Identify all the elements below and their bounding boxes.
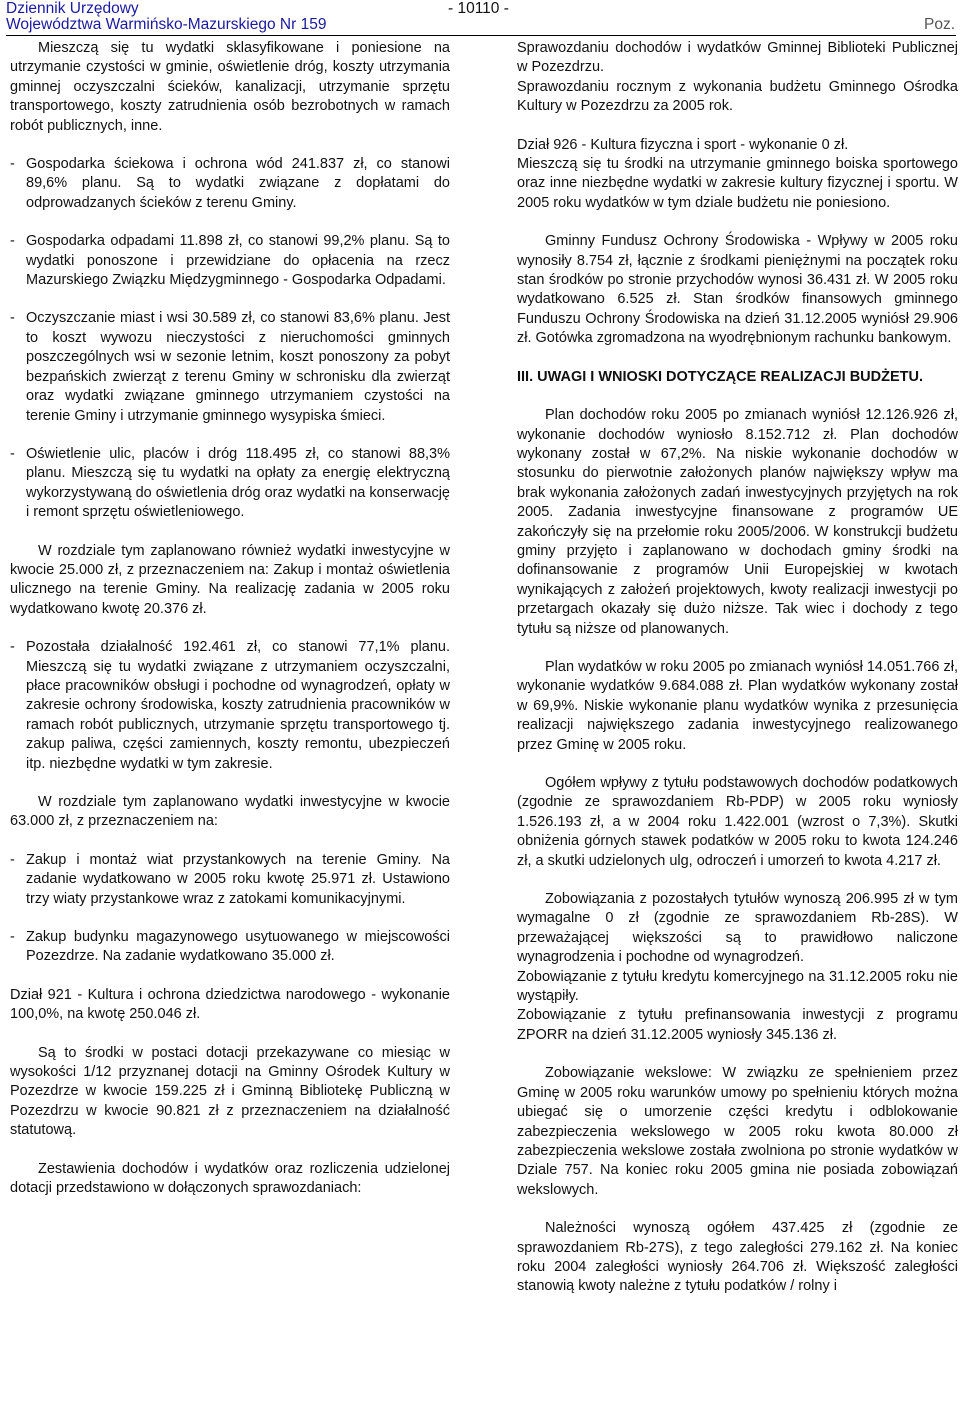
paragraph: Zestawienia dochodów i wydatków oraz rozliczenia udzielonej dotacji przedstawiono w dołączonych sprawozdaniach: bbox=[10, 1160, 450, 1197]
dash-text: Oczyszczanie miast i wsi 30.589 zł, co stanowi 83,6% planu. Jest to koszt wywozu nieczystości z nieruchomości gminnych poszczególnych wsi w sezonie letnim, koszt ponoszony za pobyt bezpańskich zwierząt z terenu Gminy w schronisku dla zwierząt oraz wydatki związane gminnego utrzymaniem czystości na terenie Gminy i utrzymanie gminnego wysypiska śmieci. bbox=[26, 310, 450, 424]
paragraph: Plan dochodów roku 2005 po zmianach wyniósł 12.126.926 zł, wykonanie dochodów wyniosło 8.152.712 zł. Plan dochodów wykonany został w 67,2%. Na niskie wykonanie dochodów w stosunku do pierwotnie założonych planów największy wpływ ma brak wykonania założonych zadań inwestycyjnych przyjętych na rok 2005. Zadania inwestycyjne finansowane z programów UE zakończyły się na przełomie roku 2005/2006. W konstrukcji budżetu gminy przyjęto i zaplanowano w dochodach gminy środki na dofinansowanie z programów Unii Europejskiej w kwotach wynikających z założeń projektowych, kwoty realizacji inwestycji po przetargach okazały się dużo niższe. Tak wiec i dochody z tego tytułu są niższe od planowanych. bbox=[517, 407, 958, 637]
dash-mark: - bbox=[10, 233, 15, 250]
paragraph: Plan wydatków w roku 2005 po zmianach wyniósł 14.051.766 zł, wykonanie wydatków 9.684.088 zł. Plan wydatków wykonany został w 69,9%. Niskie wykonanie planu wydatków wynika z przesunięcia realizacji największego zadania inwestycyjnego realizowanego przez Gminę w 2005 roku. bbox=[517, 658, 958, 753]
page-number: - 10110 - bbox=[448, 0, 509, 17]
paragraph: Mieszczą się tu środki na utrzymanie gminnego boiska sportowego oraz inne niezbędne wydatki w zakresie kultury fizycznej i sportu. W 2005 roku wydatków w tym dziale budżetu nie poniesiono. bbox=[517, 156, 958, 211]
dash-mark: - bbox=[10, 851, 15, 868]
section-heading: III. UWAGI I WNIOSKI DOTYCZĄCE REALIZACJI BUDŻETU. bbox=[517, 368, 923, 385]
paragraph: W rozdziale tym zaplanowano wydatki inwestycyjne w kwocie 63.000 zł, z przeznaczeniem na: bbox=[10, 794, 450, 830]
dash-text: Zakup budynku magazynowego usytuowanego w miejscowości Pozezdrze. Na zadanie wydatkowano 35.000 zł. bbox=[26, 929, 450, 965]
journal-title: Dziennik Urzędowy bbox=[6, 0, 139, 17]
paragraph: Sprawozdaniu rocznym z wykonania budżetu Gminnego Ośrodka Kultury w Pozezdrzu za 2005 rok. bbox=[517, 78, 958, 115]
paragraph: Zobowiązanie wekslowe: W związku ze spełnieniem przez Gminę w 2005 roku warunków umowy po spełnieniu których można ubiegać się o umorzenie części kredytu i odblokowanie zabezpieczenia wekslowego w 2005 roku kwota 80.000 zł zabezpieczenia wekslowe została zwolniona po stronie wydatków w Dziale 757. Na koniec roku 2005 gmina nie posiada zobowiązań wekslowych. bbox=[517, 1065, 958, 1198]
journal-header bbox=[6, 1, 326, 33]
paragraph: Zobowiązanie z tytułu kredytu komercyjnego na 31.12.2005 roku nie wystąpiły. bbox=[517, 968, 958, 1005]
position-label: Poz. bbox=[924, 16, 956, 33]
dash-text: Gospodarka ściekowa i ochrona wód 241.837 zł, co stanowi 89,6% planu. Są to wydatki związane z dopłatami do odprowadzanych ścieków z terenu Gminy. bbox=[26, 156, 450, 211]
dash-text: Gospodarka odpadami 11.898 zł, co stanowi 99,2% planu. Są to wydatki ponoszone i przewidziane do opłacenia na rzecz Mazurskiego Związku Międzygminnego - Gospodarka Odpadami. bbox=[26, 233, 450, 289]
journal-region: Województwa Warmińsko-Mazurskiego Nr 159 bbox=[6, 16, 327, 33]
dash-mark: - bbox=[10, 156, 15, 173]
dash-text: Pozostała działalność 192.461 zł, co stanowi 77,1% planu. Mieszczą się tu wydatki związane z utrzymaniem oczyszczalni, płace pracowników obsługi i pochodne od wynagrodzeń, opłaty w zakresie ochrony środowiska, koszty zatrudnienia pracowników w ramach robót publicznych, utrzymanie sprzętu transportowego tj. zakup paliwa, części zamiennych, koszty remontu, ubezpieczeń itp. niezbędne wydatki w tym zakresie. bbox=[26, 639, 450, 772]
dash-item bbox=[10, 232, 450, 290]
dash-text: Oświetlenie ulic, placów i dróg 118.495 zł, co stanowi 88,3% planu. Mieszczą się tu wydatki na opłaty za energię elektryczną wykorzystywaną do oświetlenia dróg oraz wydatki na konserwację i remont sprzętu oświetleniowego. bbox=[26, 445, 450, 521]
page-header bbox=[0, 0, 960, 36]
right-column bbox=[517, 39, 958, 1316]
paragraph: Ogółem wpływy z tytułu podstawowych dochodów podatkowych (zgodnie ze sprawozdaniem Rb-PDP) w 2005 roku wyniosły 1.526.193 zł, a w 2004 roku 1.422.001 (wzrost o 7,3%). Skutki obniżenia górnych stawek podatków w 2005 roku to kwota 124.246 zł, a skutki udzielonych ulg, odroczeń i umorzeń to kwota 4.217 zł. bbox=[517, 775, 958, 869]
dash-text: Zakup i montaż wiat przystankowych na terenie Gminy. Na zadanie wydatkowano w 2005 roku kwotę 25.971 zł. Ustawiono trzy wiaty przystankowe wraz z zatokami komunikacyjnymi. bbox=[26, 851, 450, 907]
dash-item bbox=[10, 309, 450, 425]
dash-mark: - bbox=[10, 639, 15, 656]
paragraph: Zobowiązania z pozostałych tytułów wynoszą 206.995 zł w tym wymagalne 0 zł (zgodnie ze sprawozdaniem Rb-28S). W przeważającej większości są to prawidłowo naliczone wynagrodzenia i pochodne od wynagrodzeń. bbox=[517, 891, 958, 966]
paragraph: Należności wynoszą ogółem 437.425 zł (zgodnie ze sprawozdaniem Rb-27S), z tego zaległości 279.162 zł. Na koniec roku 2004 zaległości wyniosły 264.706 zł. Większość zaległości stanowią kwoty należne z tytułu podatków / rolny i bbox=[517, 1220, 958, 1295]
dash-item bbox=[10, 155, 450, 213]
dash-item bbox=[10, 928, 450, 967]
paragraph: Gminny Fundusz Ochrony Środowiska - Wpływy w 2005 roku wynosiły 8.754 zł, łącznie z środkami pieniężnymi na początek roku stan środków po stronie przychodów wynosi 36.431 zł. W 2005 roku wydatkowano 6.525 zł. Stan środków finansowych gminnego Funduszu Ochrony Środowiska na dzień 31.12.2005 wyniósł 29.906 zł. Gotówka zgromadzona na wyodrębnionym rachunku bankowym. bbox=[517, 233, 958, 347]
paragraph: Dział 926 - Kultura fizyczna i sport - wykonanie 0 zł. bbox=[517, 136, 849, 153]
header-rule bbox=[6, 35, 956, 36]
paragraph: Są to środki w postaci dotacji przekazywane co miesiąc w wysokości 1/12 przyznanej dotacji na Gminny Ośrodek Kultury w Pozezdrze w kwocie 159.225 zł i Gminną Bibliotekę Publiczną w Pozezdrzu w kwocie 90.821 zł z przeznaczeniem na działalność statutową. bbox=[10, 1044, 450, 1139]
dash-mark: - bbox=[10, 929, 15, 946]
dash-mark: - bbox=[10, 310, 15, 327]
dash-item bbox=[10, 445, 450, 523]
dash-mark: - bbox=[10, 445, 15, 462]
dash-item bbox=[10, 638, 450, 774]
paragraph: Mieszczą się tu wydatki sklasyfikowane i poniesione na utrzymanie czystości w gminie, oświetlenie dróg, koszty utrzymania gminnej oczyszczalni ścieków, kanalizacji, utrzymanie sprzętu transportowego, koszty zatrudnienia osób bezrobotnych w ramach robót publicznych, inne. bbox=[10, 40, 450, 134]
paragraph: Zobowiązanie z tytułu prefinansowania inwestycji z programu ZPORR na dzień 31.12.2005 wyniosły 345.136 zł. bbox=[517, 1007, 958, 1043]
paragraph: W rozdziale tym zaplanowano również wydatki inwestycyjne w kwocie 25.000 zł, z przeznaczeniem na: Zakup i montaż oświetlenia ulicznego na terenie Gminy. Na realizację zadania w 2005 roku wydatkowano kwotę 20.376 zł. bbox=[10, 542, 450, 617]
dash-item bbox=[10, 851, 450, 909]
paragraph: Sprawozdaniu dochodów i wydatków Gminnej Biblioteki Publicznej w Pozezdrzu. bbox=[517, 40, 958, 76]
paragraph: Dział 921 - Kultura i ochrona dziedzictwa narodowego - wykonanie 100,0%, na kwotę 250.046 zł. bbox=[10, 986, 450, 1023]
left-column bbox=[10, 39, 450, 1218]
